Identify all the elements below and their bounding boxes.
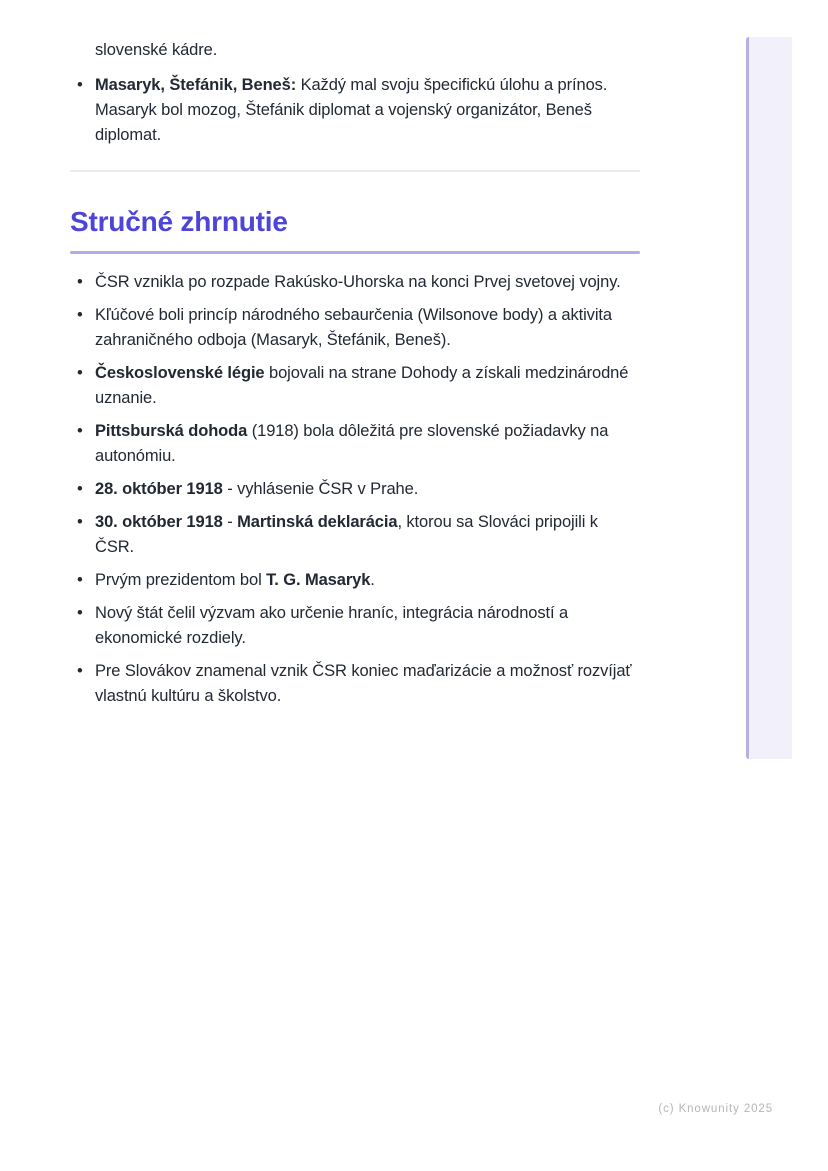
paragraph-continuation: slovenské kádre. xyxy=(95,41,218,59)
list-item-text: Každý mal svoju špecifickú úlohu a prínos. Masaryk bol mozog, Štefánik diplomat a vojenský organizátor, Beneš diplomat. xyxy=(95,76,608,144)
list-item xyxy=(70,270,640,295)
list-item-text: Nový štát čelil výzvam ako určenie hraníc, integrácia národností a ekonomické rozdiely. xyxy=(95,604,569,647)
list-item-bold-text: Československé légie xyxy=(95,364,265,382)
copyright-footer: (c) Knowunity 2025 xyxy=(658,1103,773,1115)
list-item-bold-text: 28. október 1918 xyxy=(95,480,223,498)
list-item-text: bojovali na strane Dohody a získali medzinárodné uznanie. xyxy=(95,364,629,407)
list-item-text: - vyhlásenie ČSR v Prahe. xyxy=(222,480,419,498)
list-item xyxy=(70,601,640,651)
list-item-text: . xyxy=(370,571,375,589)
list-item-text: Kľúčové boli princíp národného sebaurčenia (Wilsonove body) a aktivita zahraničného odboja (Masaryk, Štefánik, Beneš). xyxy=(95,306,612,349)
list-item-bold-text: Pittsburská dohoda xyxy=(95,422,248,440)
summary-bullet-list xyxy=(70,270,640,709)
intro-bullet-list xyxy=(70,73,640,148)
list-item-text: , ktorou sa Slováci pripojili k ČSR. xyxy=(95,513,598,556)
list-item xyxy=(70,73,640,148)
section-heading: Stručné zhrnutie xyxy=(70,206,288,237)
list-item xyxy=(70,419,640,469)
list-item xyxy=(70,303,640,353)
list-item-text: ČSR vznikla po rozpade Rakúsko-Uhorska na konci Prvej svetovej vojny. xyxy=(95,273,621,291)
list-item-bold-text: 30. október 1918 xyxy=(95,513,223,531)
list-item xyxy=(70,568,640,593)
list-item-text: Pre Slovákov znamenal vznik ČSR koniec maďarizácie a možnosť rozvíjať vlastnú kultúru a školstvo. xyxy=(95,662,632,705)
list-item xyxy=(70,659,640,709)
section-divider xyxy=(70,170,640,172)
list-item-text: Prvým prezidentom bol xyxy=(95,571,267,589)
list-item-bold-text: T. G. Masaryk xyxy=(266,571,371,589)
heading-underline xyxy=(70,251,640,254)
list-item-text: - xyxy=(222,513,238,531)
list-item-text: (1918) bola dôležitá pre slovenské požiadavky na autonómiu. xyxy=(95,422,609,465)
list-item-bold-text: Martinská deklarácia xyxy=(237,513,398,531)
page-edge-decoration xyxy=(746,37,792,759)
list-item-bold-text: Masaryk, Štefánik, Beneš: xyxy=(95,76,297,94)
list-item xyxy=(70,361,640,411)
list-item xyxy=(70,477,640,502)
list-item xyxy=(70,510,640,560)
document-content xyxy=(70,0,640,709)
